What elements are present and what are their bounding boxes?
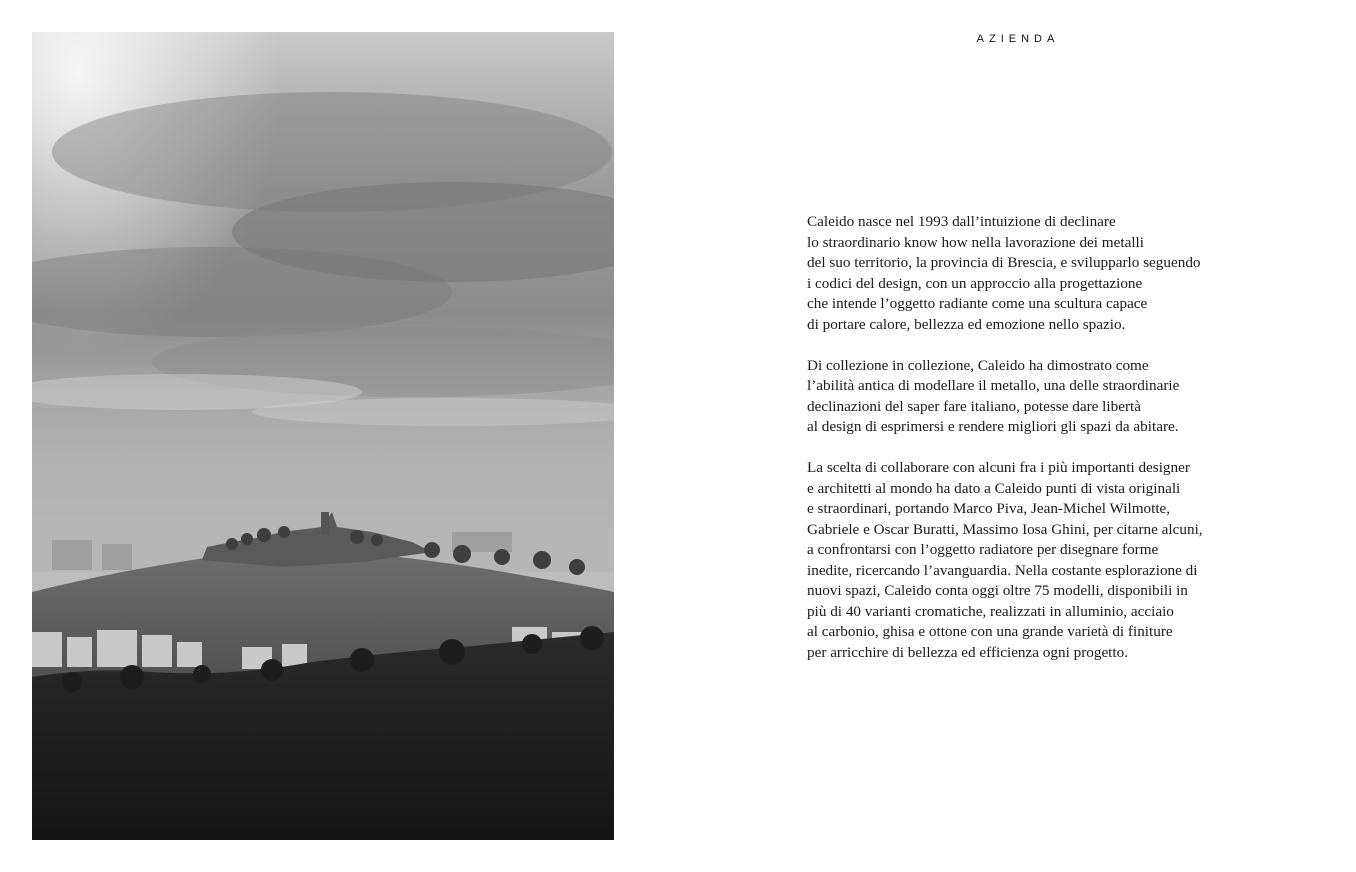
text-line: declinazioni del saper fare italiano, potesse dare libertà — [807, 397, 1141, 415]
text-line: al carbonio, ghisa e ottone con una grande varietà di finiture — [807, 623, 1173, 640]
text-line: che intende l’oggetto radiante come una scultura capace — [807, 295, 1148, 312]
text-line: Caleido nasce nel 1993 dall’intuizione di declinare — [807, 213, 1116, 230]
paragraph-3 — [807, 458, 1247, 663]
section-title: AZIENDA — [976, 33, 1060, 45]
text-line: al design di esprimersi e rendere migliori gli spazi da abitare. — [807, 418, 1179, 435]
text-line: Gabriele e Oscar Buratti, Massimo Iosa Ghini, per citarne alcuni, — [807, 520, 1203, 538]
text-line: l’abilità antica di modellare il metallo, una delle straordinarie — [807, 377, 1180, 394]
text-line: più di 40 varianti cromatiche, realizzati in alluminio, acciaio — [807, 602, 1174, 620]
text-line: di portare calore, bellezza ed emozione nello spazio. — [807, 315, 1126, 333]
text-line: La scelta di collaborare con alcuni fra i più importanti designer — [807, 459, 1190, 476]
text-line: per arricchire di bellezza ed efficienza ogni progetto. — [807, 643, 1129, 661]
text-line: Di collezione in collezione, Caleido ha dimostrato come — [807, 356, 1149, 374]
text-line: a confrontarsi con l’oggetto radiatore per disegnare forme — [807, 541, 1159, 558]
text-line: i codici del design, con un approccio alla progettazione — [807, 274, 1143, 292]
landscape-photo — [32, 32, 614, 840]
text-line: e straordinari, portando Marco Piva, Jean-Michel Wilmotte, — [807, 500, 1171, 517]
paragraph-2 — [807, 356, 1247, 438]
text-line: lo straordinario know how nella lavorazione dei metalli — [807, 233, 1144, 251]
text-line: e architetti al mondo ha dato a Caleido punti di vista originali — [807, 479, 1181, 497]
paragraph-1 — [807, 212, 1247, 335]
landscape-photo-icon — [32, 32, 614, 840]
body-text — [807, 212, 1247, 684]
text-line: nuovi spazi, Caleido conta oggi oltre 75 modelli, disponibili in — [807, 582, 1188, 599]
text-line: del suo territorio, la provincia di Brescia, e svilupparlo seguendo — [807, 254, 1201, 271]
text-line: inedite, ricercando l’avanguardia. Nella costante esplorazione di — [807, 561, 1198, 579]
